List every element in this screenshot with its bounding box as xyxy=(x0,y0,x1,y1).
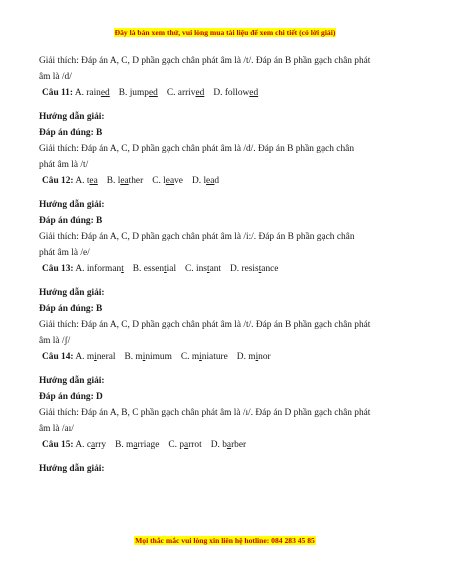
correct-answer: Đáp án đúng: B xyxy=(39,304,103,315)
explanation-line-2: phát âm là /t/ xyxy=(39,159,89,170)
option-underlined-part: ed xyxy=(249,87,259,98)
option-word-end: nimum xyxy=(145,351,172,362)
option-word-end: rriage xyxy=(137,439,160,450)
spacer xyxy=(39,277,419,286)
solution-heading: Hướng dẫn giải: xyxy=(39,112,105,123)
hotline-text: Mọi thắc mắc vui lòng xin liên hệ hotline: 084 283 45 85 xyxy=(135,536,315,545)
option-letter: D. xyxy=(213,87,223,98)
option-word-start: l xyxy=(203,175,207,186)
option-word-start: resis xyxy=(241,263,259,274)
question-label: Câu 15: xyxy=(42,439,74,450)
option-word-start: essen xyxy=(143,263,165,274)
option-letter: C. xyxy=(152,175,161,186)
explanation-line-1: Giải thích: Đáp án A, B, C phần gạch chân phát âm là /ı/. Đáp án D phần gạch chân phát xyxy=(39,407,371,418)
option-letter: B. xyxy=(118,87,128,98)
option-underlined-part: t xyxy=(164,263,167,274)
answer-option xyxy=(192,176,219,186)
option-letter: C. xyxy=(166,87,176,98)
spacer xyxy=(39,365,419,374)
option-word-start: m xyxy=(126,439,134,450)
option-underlined-part: t xyxy=(206,263,210,274)
option-letter: D. xyxy=(191,175,202,186)
preview-notice-banner xyxy=(0,28,450,37)
answer-option xyxy=(75,440,106,450)
document-body xyxy=(39,54,419,478)
option-word-start: t xyxy=(86,175,90,186)
answer-option xyxy=(115,440,159,450)
option-letter: A. xyxy=(74,87,84,98)
correct-answer: Đáp án đúng: B xyxy=(39,128,103,139)
option-underlined-part: i xyxy=(142,351,146,362)
option-word-end: rry xyxy=(95,439,107,450)
option-word-start: rain xyxy=(86,87,101,98)
question-line xyxy=(39,438,419,454)
answer-option xyxy=(211,440,246,450)
option-word-end: rber xyxy=(231,439,247,450)
option-word-end: ve xyxy=(174,175,183,186)
option-letter: A. xyxy=(75,175,85,186)
option-underlined-part: ed xyxy=(195,87,205,98)
option-underlined-part: ea xyxy=(165,175,175,186)
option-letter: B. xyxy=(124,351,134,362)
spacer xyxy=(39,189,419,198)
option-letter: C. xyxy=(180,351,190,362)
question-line xyxy=(39,350,419,366)
option-word-start: m xyxy=(248,351,256,362)
option-underlined-part: t xyxy=(258,263,262,274)
question-list xyxy=(39,86,419,479)
option-word-end: ial xyxy=(166,263,177,274)
option-word-start: ins xyxy=(196,263,207,274)
solution-heading: Hướng dẫn giải: xyxy=(39,200,105,211)
solution-heading: Hướng dẫn giải: xyxy=(39,464,105,475)
question-line xyxy=(39,262,419,278)
answer-option xyxy=(75,264,123,274)
explanation-line-1: Giải thích: Đáp án A, C, D phần gạch chân phát âm là /i:/. Đáp án B phần gạch chân xyxy=(39,231,355,242)
option-underlined-part: i xyxy=(199,351,202,362)
question-label: Câu 14: xyxy=(42,351,74,362)
option-letter: D. xyxy=(210,439,220,450)
option-word-start: informan xyxy=(86,263,122,274)
correct-answer: Đáp án đúng: D xyxy=(39,392,103,403)
option-letter: C. xyxy=(185,263,194,274)
option-word-start: c xyxy=(86,439,91,450)
answer-option xyxy=(107,176,143,186)
option-letter: A. xyxy=(75,351,85,362)
answer-option xyxy=(124,352,171,362)
option-underlined-part: ea xyxy=(120,175,129,186)
option-word-start: l xyxy=(163,175,166,186)
option-word-end: rrot xyxy=(188,439,202,450)
option-underlined-part: a xyxy=(90,439,96,450)
answer-option xyxy=(75,176,97,186)
option-underlined-part: ed xyxy=(100,87,110,98)
answer-option xyxy=(167,88,205,98)
hotline-banner xyxy=(0,536,450,545)
option-letter: C. xyxy=(168,439,177,450)
option-letter: A. xyxy=(75,263,85,274)
explanation-line-1: Giải thích: Đáp án A, C, D phần gạch chân phát âm là /t/. Đáp án B phần gạch chân phát xyxy=(39,319,371,330)
correct-answer: Đáp án đúng: B xyxy=(39,216,103,227)
answer-option xyxy=(213,88,258,98)
preview-notice-text: Đây là bản xem thử, vui lòng mua tài liệu để xem chi tiết (có lời giải) xyxy=(114,28,336,37)
option-letter: D. xyxy=(230,263,240,274)
answer-option xyxy=(119,88,158,98)
answer-option xyxy=(181,352,228,362)
option-word-start: b xyxy=(222,439,227,450)
option-word-start: p xyxy=(179,439,185,450)
explanation-line-2: âm là /ʃ/ xyxy=(39,335,71,346)
option-underlined-part: ea xyxy=(206,175,215,186)
answer-option xyxy=(230,264,278,274)
option-word-end: ant xyxy=(209,263,222,274)
answer-option xyxy=(185,264,221,274)
option-underlined-part: ed xyxy=(148,87,158,98)
answer-option xyxy=(168,440,201,450)
option-word-start: jump xyxy=(129,87,149,98)
option-underlined-part: a xyxy=(184,439,189,450)
solution-heading: Hướng dẫn giải: xyxy=(39,288,105,299)
option-letter: D. xyxy=(236,351,246,362)
option-word-start: follow xyxy=(224,87,250,98)
option-word-start: m xyxy=(135,351,143,362)
option-underlined-part: i xyxy=(255,351,259,362)
explanation-line-2: phát âm là /e/ xyxy=(39,247,90,258)
question-label: Câu 12: xyxy=(42,175,74,186)
option-letter: B. xyxy=(132,263,142,274)
explanation-line-1: Giải thích: Đáp án A, C, D phần gạch chân phát âm là /d/. Đáp án B phần gạch chân xyxy=(39,143,355,154)
option-word-start: m xyxy=(191,351,200,362)
option-underlined-part: ea xyxy=(89,175,98,186)
option-word-end: nor xyxy=(258,351,271,362)
solution-heading: Hướng dẫn giải: xyxy=(39,376,105,387)
option-underlined-part: t xyxy=(121,263,124,274)
option-word-end: niature xyxy=(201,351,228,362)
answer-option xyxy=(75,352,115,362)
explanation-line-2: âm là /aı/ xyxy=(39,423,74,434)
answer-option xyxy=(133,264,176,274)
option-underlined-part: i xyxy=(94,351,97,362)
intro-explanation-line-2: âm là /d/ xyxy=(39,71,72,82)
option-letter: B. xyxy=(106,175,116,186)
option-word-start: arriv xyxy=(177,87,196,98)
answer-option xyxy=(237,352,271,362)
spacer xyxy=(39,453,419,462)
answer-option xyxy=(152,176,183,186)
option-word-start: m xyxy=(86,351,95,362)
spacer xyxy=(39,101,419,110)
option-underlined-part: a xyxy=(133,439,138,450)
question-label: Câu 13: xyxy=(42,263,74,274)
question-line xyxy=(39,86,419,102)
answer-option xyxy=(75,88,110,98)
option-word-end: d xyxy=(214,175,220,186)
intro-explanation-line-1: Giải thích: Đáp án A, C, D phần gạch chân phát âm là /t/. Đáp án B phần gạch chân phát xyxy=(39,56,371,66)
option-word-end: ance xyxy=(261,263,279,274)
option-word-end: neral xyxy=(96,351,116,362)
question-label: Câu 11: xyxy=(42,87,73,98)
question-line xyxy=(39,174,419,190)
option-word-start: l xyxy=(117,175,121,186)
option-letter: A. xyxy=(75,439,85,450)
option-word-end: ther xyxy=(128,175,144,186)
option-underlined-part: a xyxy=(226,439,232,450)
option-letter: B. xyxy=(115,439,124,450)
